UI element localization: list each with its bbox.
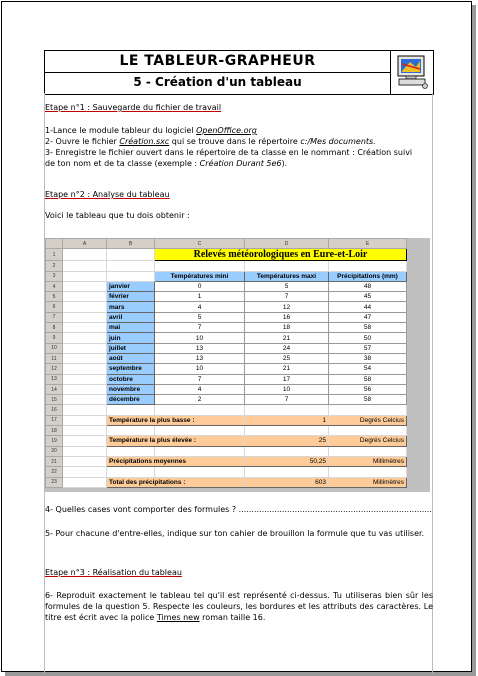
row-header: 19	[46, 436, 63, 446]
min-temp-cell: 13	[155, 353, 245, 363]
empty-cell	[155, 446, 245, 456]
empty-cell	[245, 467, 329, 477]
sheet-row	[46, 249, 407, 261]
empty-cell	[107, 249, 155, 261]
summary-value: 603	[245, 477, 329, 487]
step2-heading: Etape n°2 : Analyse du tableau	[45, 190, 170, 199]
precip-cell: 48	[329, 281, 407, 291]
sheet-row	[46, 312, 407, 322]
month-label: juin	[107, 333, 155, 343]
empty-cell	[63, 467, 107, 477]
title-vertical-divider	[390, 51, 391, 94]
empty-cell	[155, 467, 245, 477]
row-header: 12	[46, 364, 63, 374]
empty-cell	[329, 261, 407, 271]
empty-cell	[63, 353, 107, 363]
empty-cell	[155, 426, 245, 436]
col-header-b: B	[107, 239, 155, 249]
empty-cell	[63, 249, 107, 261]
row-header: 6	[46, 302, 63, 312]
summary-label: Température la plus élevée :	[107, 436, 245, 446]
max-temp-cell: 5	[245, 281, 329, 291]
spreadsheet-image	[45, 238, 430, 492]
sheet-row	[46, 364, 407, 374]
empty-cell	[63, 312, 107, 322]
empty-cell	[329, 426, 407, 436]
step2-intro: Voici le tableau que tu dois obtenir :	[45, 211, 190, 220]
question-4: 4- Quelles cases vont comporter des formules ? ............................................................................	[45, 505, 432, 514]
min-temp-cell: 7	[155, 323, 245, 333]
col-header-e: E	[329, 239, 407, 249]
empty-cell	[63, 446, 107, 456]
title-box	[44, 50, 434, 95]
summary-unit: Millimètres	[329, 477, 407, 487]
row-header: 9	[46, 333, 63, 343]
column-header: Précipitations (mm)	[329, 271, 407, 281]
precip-cell: 45	[329, 292, 407, 302]
month-label: juillet	[107, 343, 155, 353]
sheet-row	[46, 467, 407, 477]
row-header: 20	[46, 446, 63, 456]
sheet-row	[46, 436, 407, 446]
sheet-row	[46, 261, 407, 271]
row-header: 8	[46, 323, 63, 333]
step3-text: 6- Reproduit exactement le tableau tel qu'il est représenté ci-dessus. Tu utiliseras bien sûr les formules de la question 5. Respecte les couleurs, les bordures et les attributs des caractères. Le titre est écrit avec la police Times new roman taille 16.	[45, 591, 433, 622]
row-header: 23	[46, 477, 63, 487]
min-temp-cell: 2	[155, 395, 245, 405]
col-header-d: D	[245, 239, 329, 249]
sheet-row	[46, 456, 407, 466]
empty-cell	[245, 446, 329, 456]
max-temp-cell: 24	[245, 343, 329, 353]
empty-cell	[107, 271, 155, 281]
sheet-row	[46, 477, 407, 487]
summary-value: 25	[245, 436, 329, 446]
row-header: 22	[46, 467, 63, 477]
empty-cell	[63, 477, 107, 487]
min-temp-cell: 7	[155, 374, 245, 384]
max-temp-cell: 18	[245, 323, 329, 333]
min-temp-cell: 4	[155, 302, 245, 312]
summary-label: Total des précipitations :	[107, 477, 245, 487]
precip-cell: 58	[329, 374, 407, 384]
sheet-row	[46, 384, 407, 394]
row-header: 5	[46, 292, 63, 302]
page-subtitle: 5 - Création d'un tableau	[133, 75, 302, 89]
sheet-row	[46, 374, 407, 384]
min-temp-cell: 0	[155, 281, 245, 291]
max-temp-cell: 17	[245, 374, 329, 384]
empty-cell	[245, 405, 329, 415]
row-header: 4	[46, 281, 63, 291]
empty-cell	[63, 323, 107, 333]
empty-cell	[63, 384, 107, 394]
empty-cell	[63, 343, 107, 353]
empty-cell	[63, 426, 107, 436]
sheet-row	[46, 353, 407, 363]
sheet-row	[46, 271, 407, 281]
column-header: Températures maxi	[245, 271, 329, 281]
row-header: 1	[46, 249, 63, 261]
month-label: novembre	[107, 384, 155, 394]
empty-cell	[329, 467, 407, 477]
max-temp-cell: 7	[245, 395, 329, 405]
sheet-row	[46, 415, 407, 425]
step1-line3b: de ton nom et de ta classe (exemple : Création Durant 5e6).	[45, 159, 288, 168]
sheet-row	[46, 281, 407, 291]
sheet-row	[46, 302, 407, 312]
month-label: mai	[107, 323, 155, 333]
max-temp-cell: 12	[245, 302, 329, 312]
sheet-row	[46, 446, 407, 456]
month-label: septembre	[107, 364, 155, 374]
empty-cell	[63, 364, 107, 374]
month-label: août	[107, 353, 155, 363]
summary-label: Température la plus basse :	[107, 415, 245, 425]
sheet-row	[46, 323, 407, 333]
max-temp-cell: 21	[245, 333, 329, 343]
step1-line1: 1-Lance le module tableur du logiciel OpenOffice.org	[45, 126, 257, 135]
row-header: 7	[46, 312, 63, 322]
empty-cell	[245, 261, 329, 271]
column-header: Températures mini	[155, 271, 245, 281]
row-header: 14	[46, 384, 63, 394]
row-header: 10	[46, 343, 63, 353]
title-divider	[45, 72, 390, 73]
empty-cell	[107, 426, 155, 436]
precip-cell: 56	[329, 384, 407, 394]
empty-cell	[63, 395, 107, 405]
sheet-row	[46, 395, 407, 405]
corner-cell	[46, 239, 63, 249]
empty-cell	[63, 405, 107, 415]
summary-unit: Degrés Celcius	[329, 415, 407, 425]
empty-cell	[329, 446, 407, 456]
empty-cell	[245, 426, 329, 436]
sheet-row	[46, 405, 407, 415]
sheet-row	[46, 343, 407, 353]
spreadsheet-table	[45, 238, 407, 488]
step1-line2: 2- Ouvre le fichier Création.sxc qui se trouve dans le répertoire c:/Mes documents.	[45, 137, 376, 146]
empty-cell	[155, 261, 245, 271]
min-temp-cell: 10	[155, 364, 245, 374]
month-label: février	[107, 292, 155, 302]
max-temp-cell: 21	[245, 364, 329, 374]
min-temp-cell: 10	[155, 333, 245, 343]
max-temp-cell: 10	[245, 384, 329, 394]
row-header: 13	[46, 374, 63, 384]
empty-cell	[107, 446, 155, 456]
max-temp-cell: 16	[245, 312, 329, 322]
empty-cell	[155, 405, 245, 415]
precip-cell: 38	[329, 353, 407, 363]
precip-cell: 58	[329, 323, 407, 333]
sheet-row	[46, 426, 407, 436]
empty-cell	[63, 261, 107, 271]
min-temp-cell: 1	[155, 292, 245, 302]
precip-cell: 54	[329, 364, 407, 374]
sheet-title: Relevés météorologiques en Eure-et-Loir	[155, 249, 407, 261]
page-title: LE TABLEUR-GRAPHEUR	[119, 53, 316, 69]
summary-value: 50,25	[245, 456, 329, 466]
precip-cell: 50	[329, 333, 407, 343]
question-5: 5- Pour chacune d'entre-elles, indique sur ton cahier de brouillon la formule que tu vas utiliser.	[45, 529, 425, 538]
step3-heading: Etape n°3 : Réalisation du tableau	[45, 568, 182, 577]
min-temp-cell: 4	[155, 384, 245, 394]
empty-cell	[63, 436, 107, 446]
row-header: 16	[46, 405, 63, 415]
col-header-a: A	[63, 239, 107, 249]
row-header: 21	[46, 456, 63, 466]
precip-cell: 58	[329, 395, 407, 405]
empty-cell	[63, 292, 107, 302]
min-temp-cell: 5	[155, 312, 245, 322]
summary-unit: Degrés Celcius	[329, 436, 407, 446]
summary-unit: Millimètres	[329, 456, 407, 466]
empty-cell	[63, 281, 107, 291]
summary-label: Précipitations moyennes	[107, 456, 245, 466]
empty-cell	[63, 415, 107, 425]
row-header: 11	[46, 353, 63, 363]
row-header: 15	[46, 395, 63, 405]
right-margin-line	[432, 93, 433, 673]
sheet-row	[46, 292, 407, 302]
computer-icon	[396, 54, 428, 90]
step1-heading: Etape n°1 : Sauvegarde du fichier de travail	[45, 103, 222, 112]
empty-cell	[63, 271, 107, 281]
max-temp-cell: 7	[245, 292, 329, 302]
precip-cell: 44	[329, 302, 407, 312]
precip-cell: 57	[329, 343, 407, 353]
row-header: 3	[46, 271, 63, 281]
precip-cell: 47	[329, 312, 407, 322]
empty-cell	[63, 456, 107, 466]
row-header: 2	[46, 261, 63, 271]
month-label: décembre	[107, 395, 155, 405]
empty-cell	[63, 333, 107, 343]
empty-cell	[107, 261, 155, 271]
row-header: 18	[46, 426, 63, 436]
max-temp-cell: 25	[245, 353, 329, 363]
empty-cell	[329, 405, 407, 415]
sheet-row	[46, 333, 407, 343]
row-header: 17	[46, 415, 63, 425]
step1-line3: 3- Enregistre le fichier ouvert dans le répertoire de ta classe en le nommant : Création suivi	[45, 148, 413, 157]
empty-cell	[107, 467, 155, 477]
empty-cell	[63, 302, 107, 312]
month-label: avril	[107, 312, 155, 322]
empty-cell	[107, 405, 155, 415]
summary-value: 1	[245, 415, 329, 425]
empty-cell	[63, 374, 107, 384]
month-label: janvier	[107, 281, 155, 291]
month-label: octobre	[107, 374, 155, 384]
min-temp-cell: 13	[155, 343, 245, 353]
month-label: mars	[107, 302, 155, 312]
col-header-c: C	[155, 239, 245, 249]
